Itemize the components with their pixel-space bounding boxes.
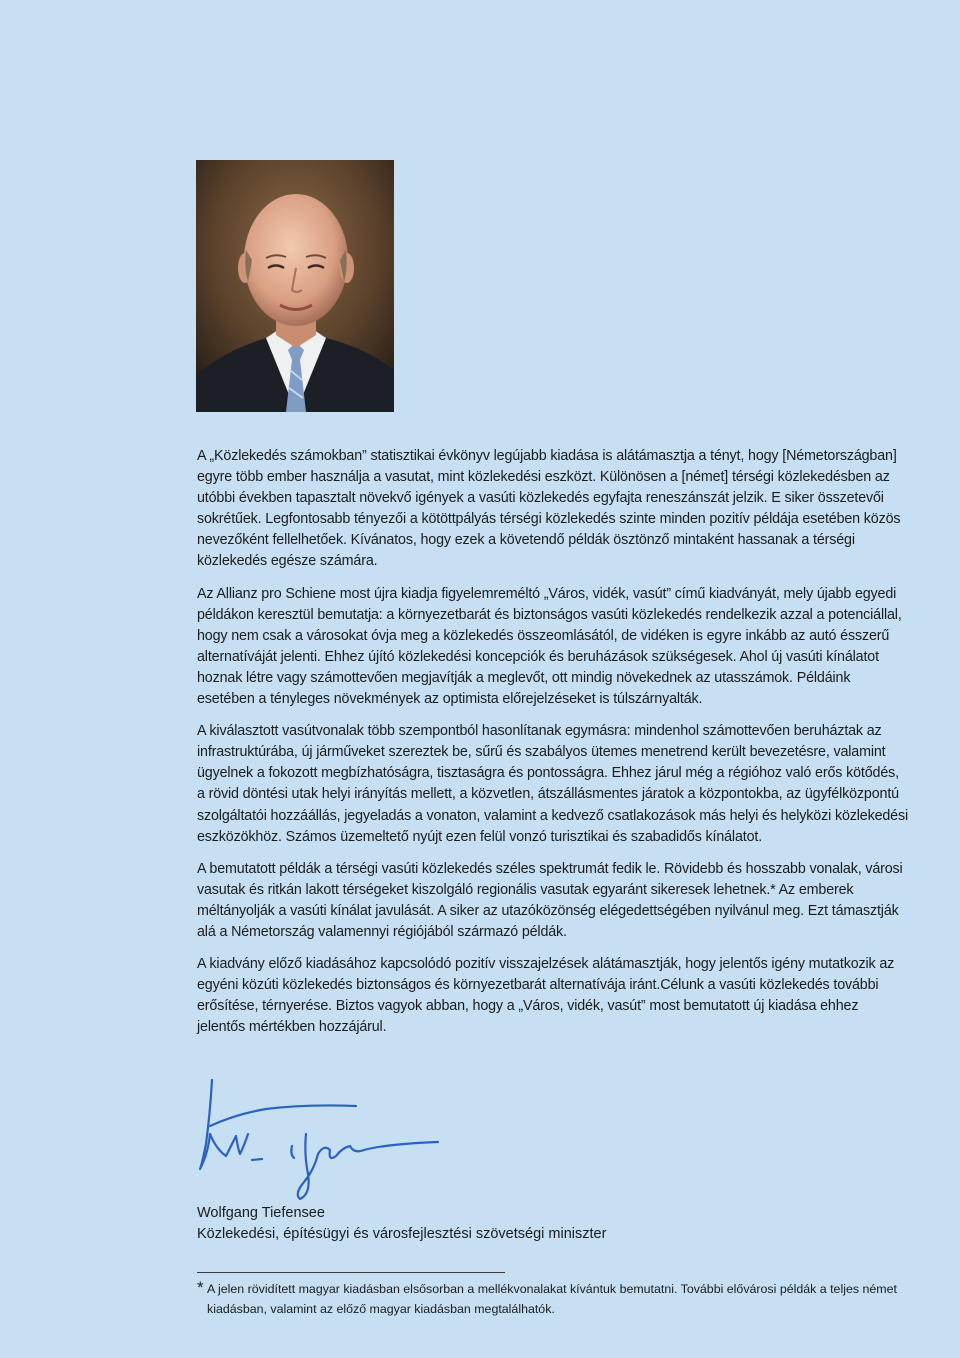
footnote-divider [197,1272,505,1273]
paragraph: A bemutatott példák a térségi vasúti közlekedés széles spektrumát fedik le. Rövidebb és hosszabb vonalak, városi vasutak és ritkán lakott térségeket kiszolgáló regionális vasutak egyaránt sikeresek lehetnek.* Az emberek méltányolják a vasúti kínálat javulását. A siker az utazóközönség elégedettségében nyilvánul meg. Ezt támasztják alá a Németország valamennyi régiójából származó példák. [197,860,903,940]
footnote-mark: * [197,1278,204,1297]
signature-icon [196,1074,446,1204]
paragraph: A „Közlekedés számokban” statisztikai évkönyv legújabb kiadása is alátámasztja a tényt, hogy [Németországban] egyre több ember használja a vasutat, mint közlekedési eszközt. Különösen a [német] térségi közlekedésben az utóbbi években tapasztalt növekvő igények a vasúti közlekedés egyfajta reneszánszát jelzik. E siker összetevői sokrétűek. Legfontosabb tényezői a kötöttpályás térségi közlekedés szinte minden pozitív példája esetében közös nevezőként fellelhetőek. Kívánatos, hogy ezek a követendő példák ösztönző mintaként hassanak a térségi közlekedés egésze számára. [197,448,901,570]
paragraph: Az Allianz pro Schiene most újra kiadja figyelemreméltó „Város, vidék, vasút” című kiadványát, mely újabb egyedi példákon keresztül bemutatja: a környezetbarát és biztonságos vasúti közlekedés rendelkezik azzal a potenciállal, hogy nem csak a városokat óvja meg a közlekedés összeomlásától, de vidéken is egyre inkább az autó ésszerű alternatíváját jelenti. Ehhez újító közlekedési koncepciók és beruházások szükségesek. Ahol új vasúti kínálatot hoznak létre vagy számottevően megjavítják a meglevőt, ott mindig növekednek az utasszámok. Példáink esetében a tényleges növekmények az optimista előrejelzéseket is túlszárnyalták. [197,585,902,708]
footnote-text: A jelen rövidített magyar kiadásban elsősorban a mellékvonalakat kívántuk bemutatni. További elővárosi példák a teljes német kiadásban, valamint az előző magyar kiadásban megtalálhatók. [207,1282,897,1316]
paragraph: A kiválasztott vasútvonalak több szempontból hasonlítanak egymásra: mindenhol számottevően beruháztak az infrastruktúrába, új járműveket szereztek be, sűrű és szabályos ütemes menetrend került bevezetésre, valamint ügyelnek a fokozott megbízhatóságra, tisztaságra és pontosságra. Ehhez járul még a régióhoz való erős kötődés, a rövid döntési utak helyi irányítás mellett, a közvetlen, átszállásmentes járatok a központokba, az ügyfélközpontú szolgáltatói hozzáállás, jegyeladás a vonaton, valamint a kedvező csatlakozások más helyi és helyközi közlekedési eszközökhöz. Számos üzemeltető nyújt ezen felül vonzó turisztikai és szabadidős kínálatot. [197,723,908,845]
paragraph: A kiadvány előző kiadásához kapcsolódó pozitív visszajelzések alátámasztják, hogy jelentős igény mutatkozik az egyéni közúti közlekedés biztonságos és környezetbarát alternatívája iránt.Célunk a vasúti közlekedés további erősítése, térnyerése. Biztos vagyok abban, hogy a „Város, vidék, vasút” most bemutatott új kiadása ehhez jelentős mértékben hozzájárul. [197,956,895,1036]
signer-title: Közlekedési, építésügyi és városfejlesztési szövetségi miniszter [197,1226,607,1242]
body-text [197,446,909,1049]
footnote [197,1279,917,1319]
signer-block [197,1203,797,1245]
portrait-icon [196,160,394,412]
signer-name: Wolfgang Tiefensee [197,1205,325,1221]
portrait-photo [196,160,394,412]
signature [196,1074,446,1204]
